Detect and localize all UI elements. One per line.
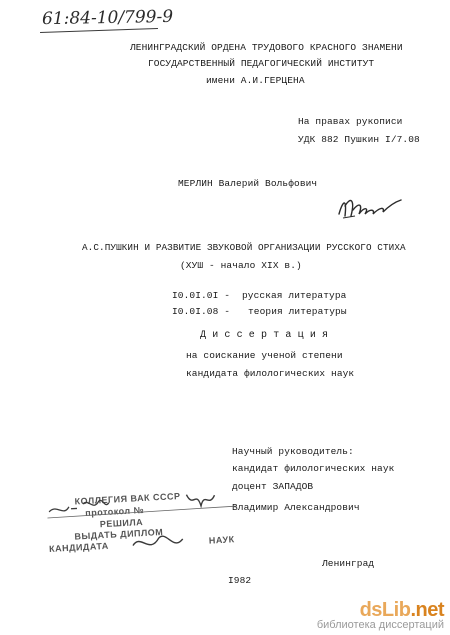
stamp-line-2: протокол №: [84, 504, 145, 518]
degree-sought-line-2: кандидата филологических наук: [186, 368, 355, 379]
dslib-logo: dsLib.net: [359, 599, 444, 621]
institution-line-3: имени А.И.ГЕРЦЕНА: [206, 75, 305, 86]
dslib-subtitle: библиотека диссертаций: [316, 619, 444, 631]
dslib-watermark: [317, 599, 444, 631]
stamp-line-6: НАУК: [208, 534, 235, 546]
specialty-name-2: теория литературы: [248, 306, 347, 317]
city: Ленинград: [322, 558, 375, 569]
specialty-name-1: русская литература: [242, 290, 347, 301]
year: I982: [228, 575, 252, 586]
udk-code: УДК 882 Пушкин I/7.08: [298, 134, 420, 145]
dissertation-title-line-1: А.С.ПУШКИН И РАЗВИТИЕ ЗВУКОВОЙ ОРГАНИЗАЦИИ РУССКОГО СТИХА: [82, 242, 406, 253]
degree-sought-line-1: на соискание ученой степени: [186, 350, 343, 361]
handwritten-reference-number: 61:84-10/799-9: [41, 6, 174, 30]
advisor-degree: кандидат филологических наук: [232, 463, 395, 474]
specialty-code-1: I0.0I.0I -: [172, 290, 231, 301]
stamp-line-4: ВЫДАТЬ ДИПЛОМ: [74, 526, 164, 542]
stamp-line-5: КАНДИДАТА: [48, 540, 110, 554]
institution-line-1: ЛЕНИНГРАДСКИЙ ОРДЕНА ТРУДОВОГО КРАСНОГО ЗНАМЕНИ: [130, 42, 403, 53]
author-name: МЕРЛИН Валерий Вольфович: [178, 178, 318, 189]
advisor-first-names: Владимир Александрович: [232, 502, 360, 513]
dissertation-title-line-2: (ХУШ - начало XIX в.): [180, 260, 302, 271]
rights-notice: На правах рукописи: [298, 116, 403, 127]
specialty-code-2: I0.0I.08 -: [172, 306, 231, 317]
institution-line-2: ГОСУДАРСТВЕННЫЙ ПЕДАГОГИЧЕСКИЙ ИНСТИТУТ: [148, 58, 375, 69]
advisor-label: Научный руководитель:: [232, 446, 354, 457]
stamp-handwriting: [46, 488, 239, 564]
dissertation-heading: Д и с с е р т а ц и я: [200, 330, 329, 341]
stamp-line-3: РЕШИЛА: [99, 516, 144, 530]
author-signature: [335, 190, 407, 226]
advisor-rank-name: доцент ЗАПАДОВ: [232, 481, 314, 492]
vak-stamp: [46, 488, 239, 564]
stamp-line-1: КОЛЛЕГИЯ ВАК СССР: [74, 491, 181, 507]
